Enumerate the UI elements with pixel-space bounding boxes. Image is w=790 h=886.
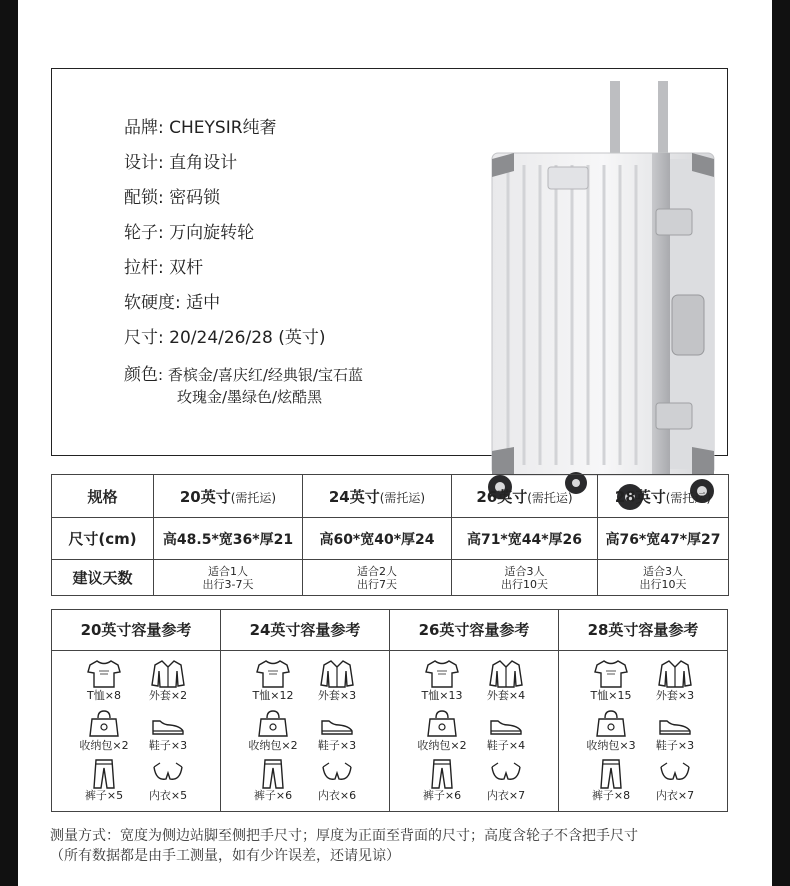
spec-key: 配锁 — [124, 188, 158, 208]
capacity-grid — [51, 609, 728, 812]
capacity-item — [241, 659, 305, 705]
underwear-icon — [136, 759, 200, 789]
spec-key: 软硬度 — [124, 293, 175, 313]
table-header-20 — [154, 475, 303, 518]
spec-value: 万向旋转轮 — [169, 223, 255, 243]
tshirt-icon — [72, 659, 136, 689]
spec-row-wheels: 轮子: 万向旋转轮 — [124, 223, 255, 243]
capacity-item — [579, 759, 643, 805]
shoe-icon — [474, 709, 538, 739]
capacity-item — [643, 709, 707, 755]
spec-key: 拉杆 — [124, 258, 158, 278]
capacity-item-label: 内衣×7 — [655, 789, 695, 802]
capacity-item — [136, 759, 200, 805]
capacity-item — [241, 709, 305, 755]
table-header-label: 规格 — [52, 475, 154, 518]
row-label-dimensions: 尺寸(cm) — [52, 518, 154, 560]
spec-key: 设计 — [124, 153, 158, 173]
table-cell: 高76*宽47*厚27 — [598, 518, 729, 560]
pants-icon — [579, 759, 643, 789]
jacket-icon — [136, 659, 200, 689]
spec-row-size: 尺寸: 20/24/26/28 (英寸) — [124, 328, 326, 348]
table-header-28 — [598, 475, 729, 518]
capacity-items — [52, 651, 220, 805]
capacity-item — [474, 759, 538, 805]
table-header-26 — [452, 475, 598, 518]
trip-text: 出行10天 — [501, 577, 548, 591]
capacity-title: 28英寸容量参考 — [559, 610, 727, 651]
capacity-item — [410, 709, 474, 755]
capacity-title: 24英寸容量参考 — [221, 610, 389, 651]
size-label: 20英寸 — [179, 487, 231, 506]
spec-key: 尺寸 — [124, 328, 158, 348]
spec-value: CHEYSIR纯奢 — [169, 118, 277, 138]
spec-panel — [51, 68, 728, 456]
size-note: (需托运) — [665, 490, 712, 505]
capacity-column — [559, 610, 727, 811]
spec-value: 适中 — [186, 293, 221, 313]
capacity-item-label: 内衣×7 — [486, 789, 526, 802]
capacity-item — [410, 759, 474, 805]
size-label: 26英寸 — [476, 487, 528, 506]
table-row-days — [52, 560, 729, 596]
capacity-item — [72, 759, 136, 805]
spec-value: 密码锁 — [169, 188, 221, 208]
size-label: 24英寸 — [328, 487, 380, 506]
trip-text: 出行10天 — [639, 577, 687, 591]
spec-row-handle: 拉杆: 双杆 — [124, 258, 204, 278]
capacity-item-label: 裤子×8 — [591, 789, 631, 802]
tshirt-icon — [579, 659, 643, 689]
capacity-item — [643, 759, 707, 805]
capacity-item-label: 裤子×5 — [84, 789, 124, 802]
capacity-item-label: 外套×3 — [317, 689, 357, 702]
table-cell — [598, 560, 729, 596]
capacity-column — [390, 610, 559, 811]
table-cell — [154, 560, 303, 596]
capacity-item-label: 收纳包×2 — [417, 739, 467, 752]
capacity-item — [305, 759, 369, 805]
capacity-item-label: 裤子×6 — [422, 789, 462, 802]
shoe-icon — [136, 709, 200, 739]
capacity-item — [136, 659, 200, 705]
spec-row-color: 颜色: 香槟金/喜庆红/经典银/宝石蓝 — [124, 365, 363, 385]
jacket-icon — [305, 659, 369, 689]
capacity-item — [643, 659, 707, 705]
capacity-item — [305, 709, 369, 755]
capacity-item-label: 鞋子×3 — [655, 739, 695, 752]
capacity-title: 26英寸容量参考 — [390, 610, 558, 651]
people-text: 适合3人 — [504, 564, 545, 578]
capacity-column — [221, 610, 390, 811]
size-note: (需托运) — [527, 490, 573, 505]
measurement-note — [50, 826, 638, 866]
capacity-items — [221, 651, 389, 805]
spec-key: 颜色 — [124, 365, 158, 385]
size-note: (需托运) — [230, 490, 277, 505]
capacity-item — [241, 759, 305, 805]
table-cell: 高60*宽40*厚24 — [303, 518, 452, 560]
people-text: 适合3人 — [643, 564, 683, 578]
capacity-item-label: 鞋子×4 — [486, 739, 526, 752]
spec-value: 双杆 — [169, 258, 204, 278]
people-text: 适合2人 — [357, 564, 397, 578]
capacity-item — [136, 709, 200, 755]
jacket-icon — [474, 659, 538, 689]
capacity-item-label: 裤子×6 — [253, 789, 293, 802]
color-options-line2: 玫瑰金/墨绿色/炫酷黑 — [177, 388, 323, 406]
capacity-item-label: 收纳包×3 — [586, 739, 636, 752]
capacity-item — [579, 709, 643, 755]
spec-key: 品牌 — [124, 118, 158, 138]
size-note: (需托运) — [379, 490, 426, 505]
table-cell — [303, 560, 452, 596]
capacity-item-label: 内衣×6 — [317, 789, 357, 802]
storage-bag-icon — [72, 709, 136, 739]
people-text: 适合1人 — [208, 564, 248, 578]
capacity-items — [390, 651, 558, 805]
capacity-item — [72, 659, 136, 705]
storage-bag-icon — [241, 709, 305, 739]
spec-value: 直角设计 — [169, 153, 238, 173]
capacity-item-label: T恤×15 — [590, 689, 632, 702]
row-label-days: 建议天数 — [52, 560, 154, 596]
table-row-dimensions — [52, 518, 729, 560]
size-label: 28英寸 — [614, 487, 666, 506]
spec-value: 20/24/26/28 (英寸) — [169, 328, 326, 348]
color-options-line1: 香槟金/喜庆红/经典银/宝石蓝 — [167, 366, 363, 384]
spec-row-hardness: 软硬度: 适中 — [124, 293, 221, 313]
capacity-item-label: 收纳包×2 — [248, 739, 298, 752]
shoe-icon — [305, 709, 369, 739]
spec-key: 轮子 — [124, 223, 158, 243]
tshirt-icon — [241, 659, 305, 689]
capacity-item-label: 收纳包×2 — [79, 739, 129, 752]
suitcase-image — [486, 81, 722, 511]
capacity-item-label: 鞋子×3 — [148, 739, 188, 752]
jacket-icon — [643, 659, 707, 689]
spec-list — [124, 111, 363, 408]
capacity-item — [579, 659, 643, 705]
underwear-icon — [643, 759, 707, 789]
underwear-icon — [474, 759, 538, 789]
capacity-column — [52, 610, 221, 811]
capacity-item-label: T恤×12 — [252, 689, 294, 702]
capacity-item-label: T恤×13 — [421, 689, 463, 702]
capacity-item-label: T恤×8 — [87, 689, 121, 702]
spec-row-lock: 配锁: 密码锁 — [124, 188, 221, 208]
capacity-item-label: 外套×3 — [655, 689, 695, 702]
capacity-item-label: 鞋子×3 — [317, 739, 357, 752]
trip-text: 出行3-7天 — [202, 577, 254, 591]
measurement-note-line2: （所有数据都是由手工测量，如有少许误差，还请见谅） — [50, 848, 400, 864]
table-cell: 高71*宽44*厚26 — [452, 518, 598, 560]
spec-row-brand: 品牌: CHEYSIR纯奢 — [124, 118, 277, 138]
capacity-item-label: 内衣×5 — [148, 789, 188, 802]
pants-icon — [410, 759, 474, 789]
capacity-item — [305, 659, 369, 705]
size-spec-table — [51, 474, 729, 596]
table-cell: 高48.5*宽36*厚21 — [154, 518, 303, 560]
capacity-item — [410, 659, 474, 705]
storage-bag-icon — [410, 709, 474, 739]
spec-row-design: 设计: 直角设计 — [124, 153, 238, 173]
table-header-24 — [303, 475, 452, 518]
capacity-item — [474, 709, 538, 755]
table-header-row — [52, 475, 729, 518]
table-cell — [452, 560, 598, 596]
capacity-item-label: 外套×4 — [486, 689, 526, 702]
capacity-item — [474, 659, 538, 705]
capacity-items — [559, 651, 727, 805]
capacity-item-label: 外套×2 — [148, 689, 188, 702]
storage-bag-icon — [579, 709, 643, 739]
right-border-bar — [772, 0, 790, 886]
left-border-bar — [0, 0, 18, 886]
shoe-icon — [643, 709, 707, 739]
capacity-item — [72, 709, 136, 755]
capacity-title: 20英寸容量参考 — [52, 610, 220, 651]
underwear-icon — [305, 759, 369, 789]
trip-text: 出行7天 — [357, 577, 397, 591]
tshirt-icon — [410, 659, 474, 689]
pants-icon — [241, 759, 305, 789]
measurement-note-line1: 测量方式：宽度为侧边站脚至侧把手尺寸；厚度为正面至背面的尺寸；高度含轮子不含把手尺寸 — [50, 828, 638, 844]
pants-icon — [72, 759, 136, 789]
